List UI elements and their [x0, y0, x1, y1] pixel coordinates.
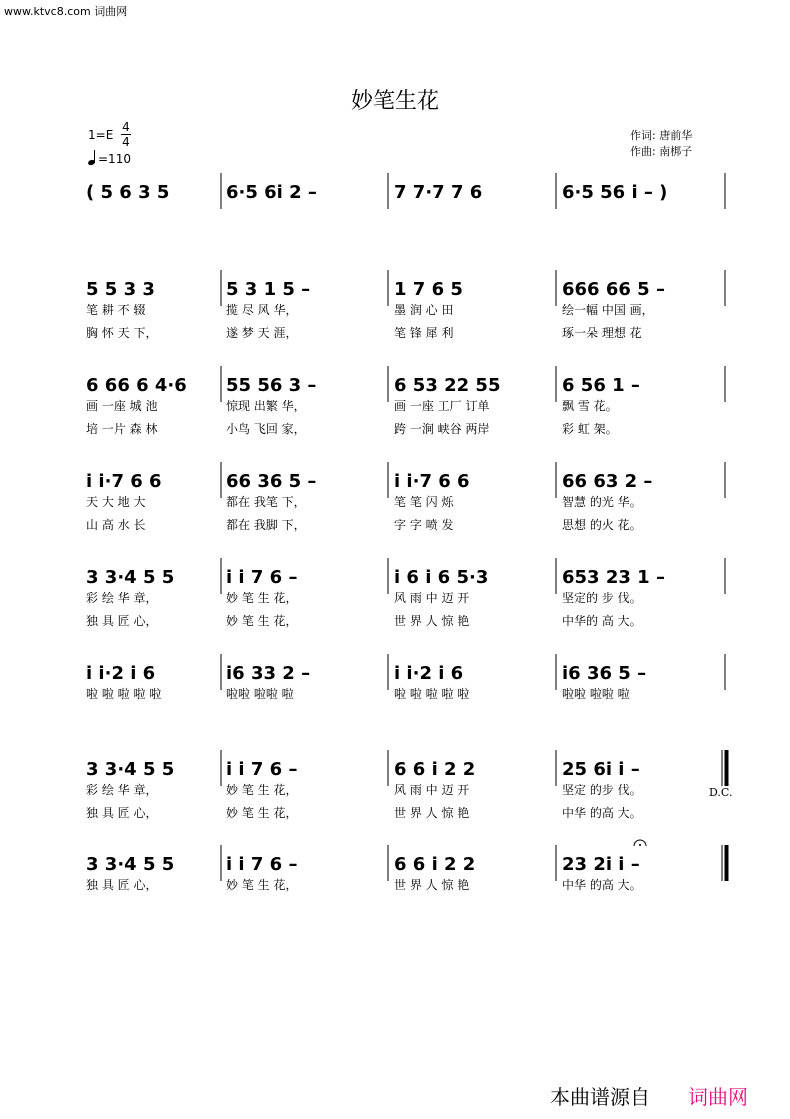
lyric-verse-1: 中华 的高 大。: [562, 878, 642, 892]
footer-source-text: 本曲谱源自: [550, 1085, 650, 1109]
composer: 作曲: 南梆子: [630, 145, 693, 158]
measure-notes: i i 7 6 –: [226, 759, 298, 780]
lyric-verse-1: 世 界 人 惊 艳: [394, 878, 470, 892]
lyric-verse-1: 彩 绘 华 章，: [86, 783, 158, 797]
lyric-verse-1: 笔 耕 不 辍: [86, 303, 146, 317]
lyric-verse-1: 独 具 匠 心，: [86, 878, 158, 892]
measure-notes: i i·2 i 6: [394, 663, 464, 684]
measure-notes: i6 36 5 –: [562, 663, 647, 684]
lyric-verse-2: 独 具 匠 心，: [86, 614, 158, 628]
measure-notes: i i·2 i 6: [86, 663, 156, 684]
measure-notes: 6 6 i 2 2: [394, 759, 476, 780]
measure-notes: i i·7 6 6: [86, 471, 162, 492]
lyric-verse-2: 小鸟 飞回 家，: [226, 422, 306, 436]
measure-notes: 6 66 6 4·6: [86, 375, 187, 396]
lyric-verse-2: 琢一朵 理想 花: [562, 326, 642, 340]
measure-notes: 66 36 5 –: [226, 471, 317, 492]
lyric-verse-1: 绘一幅 中国 画，: [562, 303, 654, 317]
lyric-verse-2: 独 具 匠 心，: [86, 806, 158, 820]
lyric-verse-1: 啦啦 啦啦 啦: [562, 687, 630, 701]
lyric-verse-1: 坚定的 步 伐。: [562, 591, 642, 605]
measure-notes: ( 5 6 3 5: [86, 182, 170, 203]
page-title: 妙笔生花: [350, 89, 439, 114]
lyricist: 作词: 唐前华: [630, 129, 693, 142]
lyric-verse-1: 画 一座 工厂 订单: [394, 399, 490, 413]
site-url[interactable]: www.ktvc8.com 词曲网: [4, 5, 128, 18]
lyric-verse-1: 风 雨 中 迈 开: [394, 783, 470, 797]
lyric-verse-2: 都在 我脚 下，: [226, 518, 306, 532]
lyric-verse-1: 妙 笔 生 花，: [226, 878, 298, 892]
measure-notes: 25 6i i –: [562, 759, 640, 780]
measure-notes: 3 3·4 5 5: [86, 854, 175, 875]
measure-notes: 666 66 5 –: [562, 279, 665, 300]
lyric-verse-1: 啦啦 啦啦 啦: [226, 687, 294, 701]
measure-notes: 66 63 2 –: [562, 471, 653, 492]
lyric-verse-1: 啦 啦 啦 啦 啦: [86, 687, 162, 701]
measure-notes: 55 56 3 –: [226, 375, 317, 396]
lyric-verse-2: 字 字 喷 发: [394, 518, 454, 532]
lyric-verse-2: 中华的 高 大。: [562, 614, 642, 628]
measure-notes: i i 7 6 –: [226, 567, 298, 588]
lyric-verse-1: 天 大 地 大: [86, 495, 146, 509]
measure-notes: 7 7·7 7 6: [394, 182, 483, 203]
lyric-verse-2: 世 界 人 惊 艳: [394, 614, 470, 628]
lyric-verse-1: 妙 笔 生 花，: [226, 783, 298, 797]
fermata-dot-icon: [639, 844, 641, 846]
lyric-verse-2: 妙 笔 生 花，: [226, 806, 298, 820]
lyric-verse-2: 遂 梦 天 涯，: [226, 326, 298, 340]
lyric-verse-2: 世 界 人 惊 艳: [394, 806, 470, 820]
measure-notes: 6·5 6i 2 –: [226, 182, 317, 203]
measure-notes: 23 2i i –: [562, 854, 640, 875]
measure-notes: i6 33 2 –: [226, 663, 311, 684]
lyric-verse-2: 笔 锋 犀 利: [394, 326, 454, 340]
lyric-verse-1: 彩 绘 华 章，: [86, 591, 158, 605]
lyric-verse-1: 风 雨 中 迈 开: [394, 591, 470, 605]
measure-notes: 3 3·4 5 5: [86, 567, 175, 588]
measure-notes: 653 23 1 –: [562, 567, 665, 588]
lyric-verse-1: 画 一座 城 池: [86, 399, 158, 413]
time-signature-bottom: 4: [122, 135, 130, 149]
lyric-verse-1: 都在 我笔 下，: [226, 495, 306, 509]
time-signature-top: 4: [122, 120, 130, 134]
lyric-verse-2: 山 高 水 长: [86, 518, 146, 532]
lyric-verse-2: 彩 虹 架。: [562, 422, 618, 436]
measure-notes: i 6 i 6 5·3: [394, 567, 489, 588]
lyric-verse-1: 揽 尽 风 华，: [226, 303, 298, 317]
footer-brand-link[interactable]: 词曲网: [688, 1085, 748, 1109]
lyric-verse-1: 墨 润 心 田: [394, 303, 454, 317]
tempo-value: =110: [98, 152, 131, 166]
lyric-verse-2: 跨 一涧 峡谷 两岸: [394, 422, 490, 436]
lyric-verse-1: 智慧 的光 华。: [562, 495, 642, 509]
lyric-verse-1: 坚定 的步 伐。: [562, 783, 642, 797]
lyric-verse-1: 笔 笔 闪 烁: [394, 495, 454, 509]
measure-notes: 5 5 3 3: [86, 279, 155, 300]
lyric-verse-2: 培 一片 森 林: [86, 422, 158, 436]
dc-mark: D.C.: [709, 786, 733, 799]
key-signature: 1=E: [88, 128, 114, 142]
measure-notes: 6 56 1 –: [562, 375, 640, 396]
measure-notes: 3 3·4 5 5: [86, 759, 175, 780]
lyric-verse-1: 妙 笔 生 花，: [226, 591, 298, 605]
lyric-verse-1: 惊现 出繁 华，: [226, 399, 306, 413]
lyric-verse-2: 思想 的火 花。: [562, 518, 642, 532]
lyric-verse-2: 妙 笔 生 花，: [226, 614, 298, 628]
lyric-verse-1: 啦 啦 啦 啦 啦: [394, 687, 470, 701]
measure-notes: 1 7 6 5: [394, 279, 463, 300]
measure-notes: i i 7 6 –: [226, 854, 298, 875]
measure-notes: 6 6 i 2 2: [394, 854, 476, 875]
measure-notes: 6 53 22 55: [394, 375, 501, 396]
measure-notes: 5 3 1 5 –: [226, 279, 311, 300]
measure-notes: i i·7 6 6: [394, 471, 470, 492]
lyric-verse-1: 飘 雪 花。: [562, 399, 618, 413]
lyric-verse-2: 中华 的高 大。: [562, 806, 642, 820]
lyric-verse-2: 胸 怀 天 下，: [86, 326, 158, 340]
measure-notes: 6·5 56 i – ): [562, 182, 668, 203]
